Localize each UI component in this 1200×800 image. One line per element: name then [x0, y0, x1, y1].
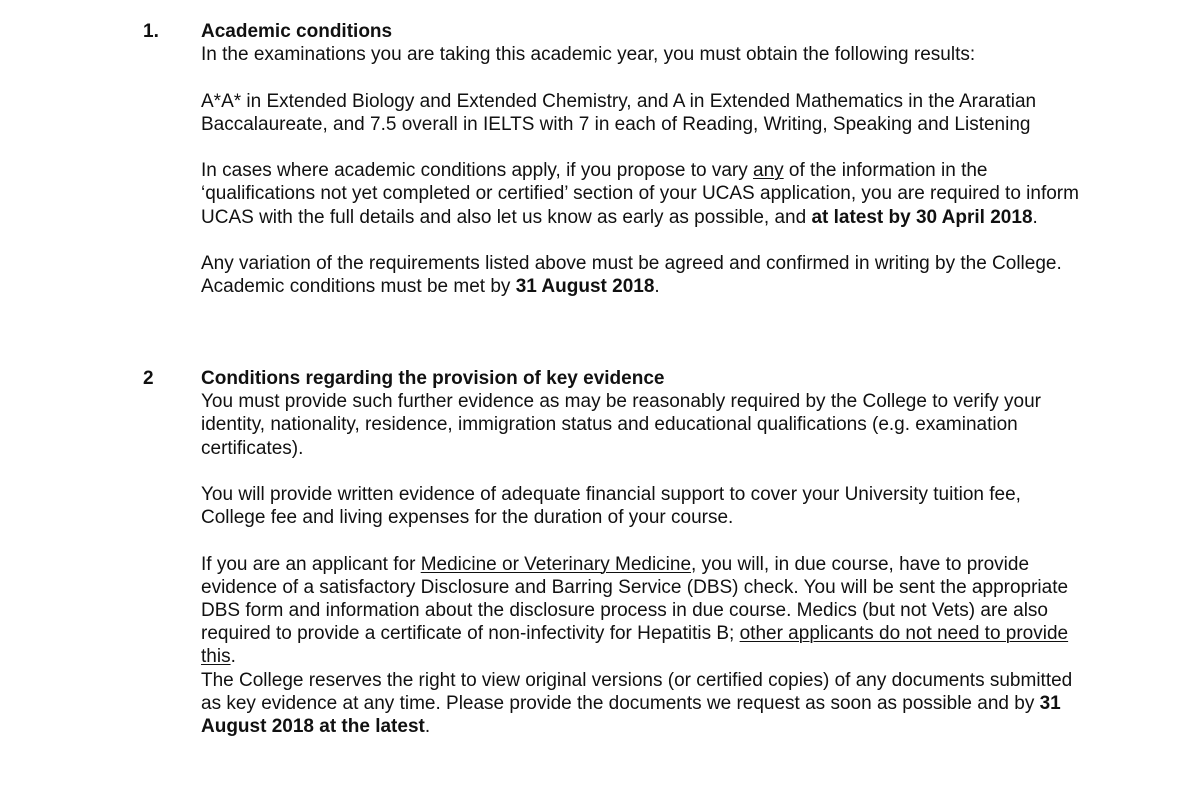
- requirements-paragraph: A*A* in Extended Biology and Extended Chemistry, and A in Extended Mathematics in the Araratian Baccalaureate, and 7.5 overall in IELTS with 7 in each of Reading, Writing, Speaking and Listening: [201, 90, 1037, 135]
- intro-paragraph: In the examinations you are taking this academic year, you must obtain the following results:: [201, 44, 976, 66]
- section-heading: Conditions regarding the provision of key evidence: [201, 368, 665, 389]
- section-content: [201, 367, 1081, 738]
- evidence-paragraph: You must provide such further evidence as may be reasonably required by the College to verify your identity, nationality, residence, immigration status and educational qualifications (e.g. examination certificates).: [201, 391, 1041, 459]
- deadline-text: 31 August 2018 at the latest: [201, 692, 1061, 738]
- deadline-text: at latest by 30 April 2018: [811, 206, 1033, 228]
- section-number: 1.: [143, 21, 159, 42]
- variation-paragraph: Any variation of the requirements listed above must be agreed and confirmed in writing by the College. Academic conditions must be met by 31 August 2018.: [201, 252, 1062, 298]
- section-number: 2: [143, 368, 154, 389]
- reserve-paragraph: The College reserves the right to view original versions (or certified copies) of any documents submitted as key evidence at any time. Please provide the documents we request as soon as possible and by 31 August 2018 at the latest.: [201, 669, 1073, 738]
- vary-paragraph: In cases where academic conditions apply, if you propose to vary any of the information in the ‘qualifications not yet completed or certified’ section of your UCAS application, you are required to inform UCAS with the full details and also let us know as early as possible, and at latest by 30 April 2018.: [201, 160, 1079, 228]
- medicine-paragraph: If you are an applicant for Medicine or Veterinary Medicine, you will, in due course, have to provide evidence of a satisfactory Disclosure and Barring Service (DBS) check. You will be sent the appropriate DBS form and information about the disclosure process in due course. Medics (but not Vets) are also required to provide a certificate of non-infectivity for Hepatitis B; other applicants do not need to provide this.: [201, 553, 1069, 668]
- financial-paragraph: You will provide written evidence of adequate financial support to cover your University tuition fee, College fee and living expenses for the duration of your course.: [201, 484, 1021, 529]
- section-heading: Academic conditions: [201, 21, 393, 42]
- medicine-link[interactable]: Medicine or Veterinary Medicine: [420, 553, 692, 575]
- section-content: [201, 20, 1081, 298]
- emphasis-any: any: [753, 160, 784, 182]
- other-applicants-link[interactable]: other applicants do not need to provide this: [201, 623, 1069, 668]
- deadline-text: 31 August 2018: [515, 276, 655, 298]
